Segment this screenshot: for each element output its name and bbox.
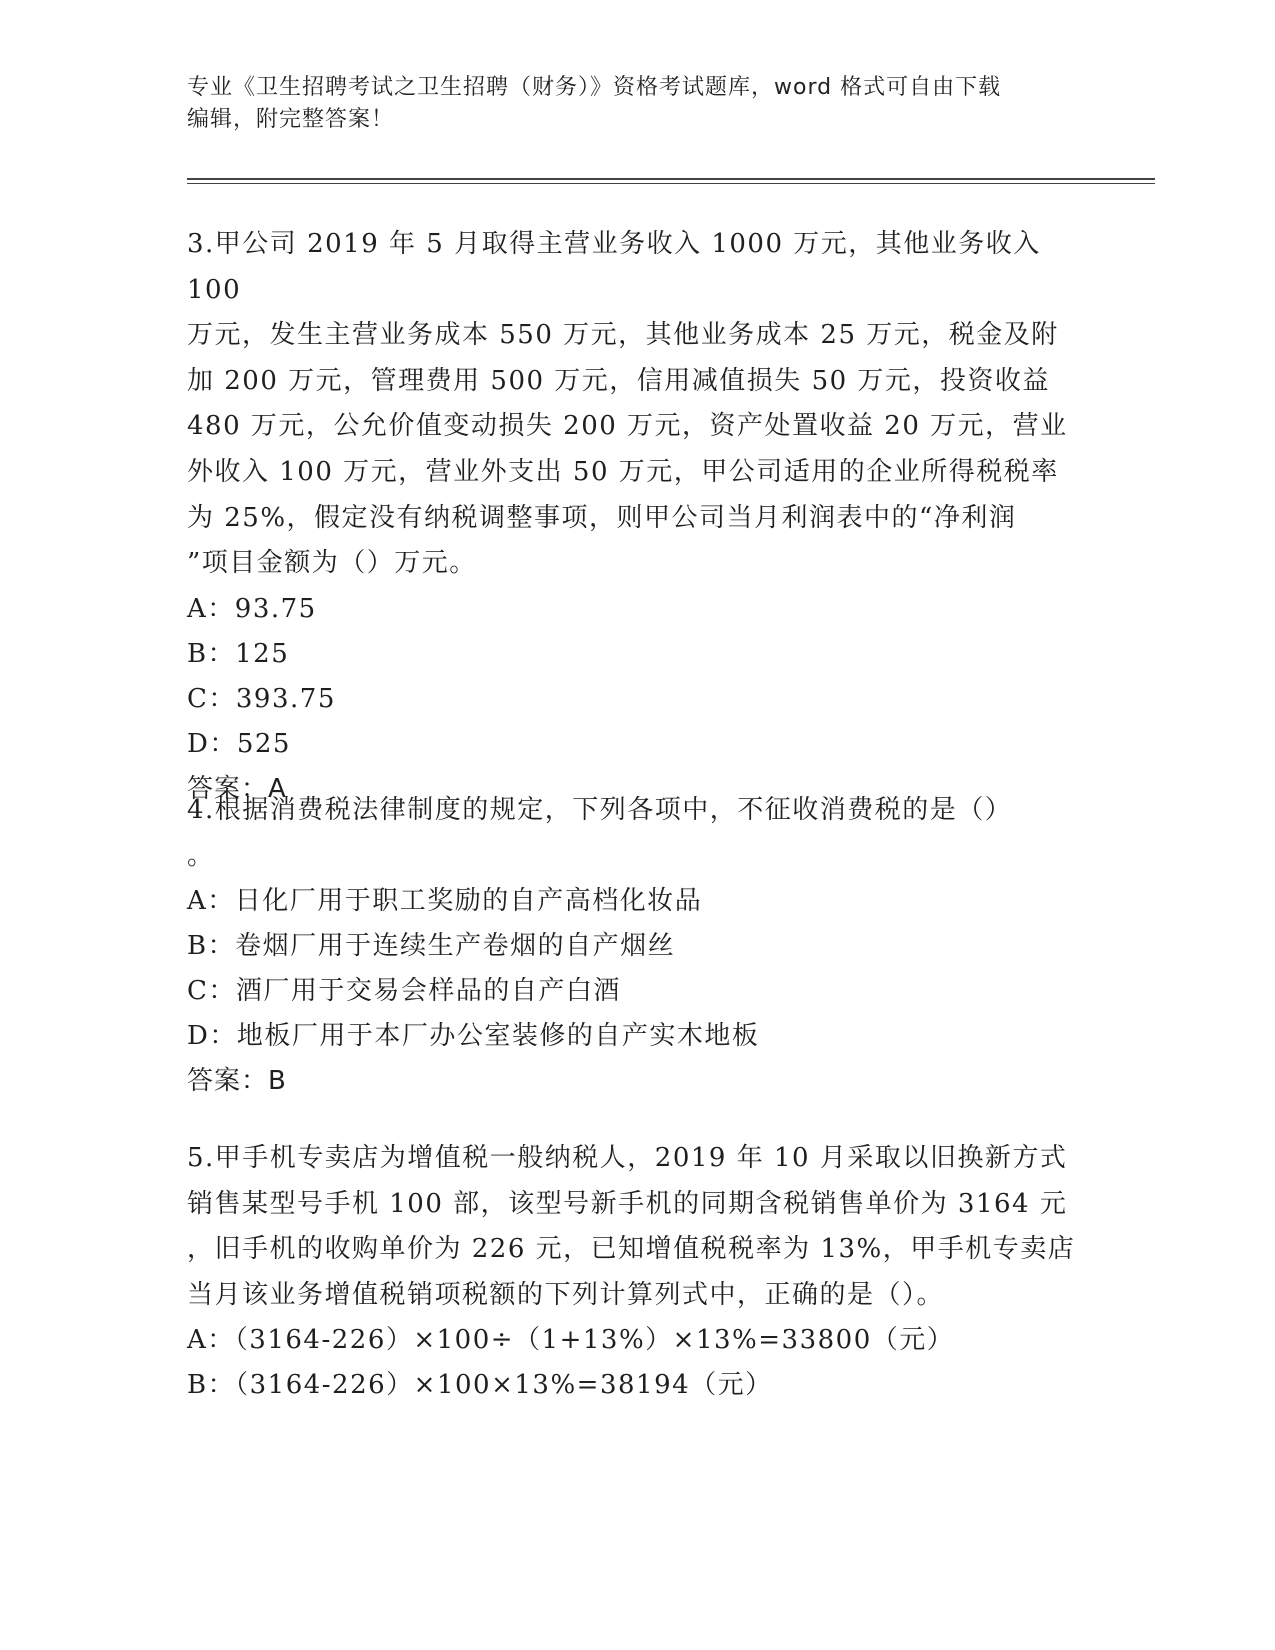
stem-line: 480 万元，公允价值变动损失 200 万元，资产处置收益 20 万元，营业 — [187, 411, 1068, 442]
header-line-1: 专业《卫生招聘考试之卫生招聘（财务）》资格考试题库，word 格式可自由下载 — [187, 75, 1002, 100]
stem-line: 当月该业务增值税销项税额的下列计算列式中，正确的是（）。 — [187, 1279, 945, 1310]
stem-line: ”项目金额为（）万元。 — [187, 548, 477, 579]
question-3 — [187, 222, 1087, 812]
option-a: A：日化厂用于职工奖励的自产高档化妆品 — [187, 886, 703, 917]
option-d: D：525 — [187, 728, 291, 759]
question-stem — [187, 1136, 1087, 1318]
answer-label: 答案：A — [187, 773, 287, 804]
document-header — [187, 72, 1087, 136]
stem-line: 加 200 万元，管理费用 500 万元，信用减值损失 50 万元，投资收益 — [187, 365, 1050, 396]
option-a: A：（3164-226）×100÷（1+13%）×13%=33800（元） — [187, 1325, 955, 1356]
stem-line: 销售某型号手机 100 部，该型号新手机的同期含税销售单价为 3164 元 — [187, 1188, 1068, 1219]
option-b: B：125 — [187, 638, 290, 669]
stem-line: 外收入 100 万元，营业外支出 50 万元，甲公司适用的企业所得税税率 — [187, 456, 1059, 487]
stem-line: 5.甲手机专卖店为增值税一般纳税人，2019 年 10 月采取以旧换新方式 — [187, 1143, 1068, 1173]
stem-line: 4.根据消费税法律制度的规定，下列各项中，不征收消费税的是（） — [187, 795, 1013, 825]
stem-line: 。 — [187, 840, 215, 871]
stem-line: 为 25%，假定没有纳税调整事项，则甲公司当月利润表中的“净利润 — [187, 502, 1017, 533]
option-b: B：卷烟厂用于连续生产卷烟的自产烟丝 — [187, 931, 676, 962]
stem-line: 3.甲公司 2019 年 5 月取得主营业务收入 1000 万元，其他业务收入 100 — [187, 229, 1041, 305]
option-c: C：酒厂用于交易会样品的自产白酒 — [187, 976, 621, 1007]
question-stem — [187, 222, 1087, 587]
question-4 — [187, 788, 1087, 1104]
header-line-2: 编辑，附完整答案！ — [187, 107, 395, 132]
answer-label: 答案：B — [187, 1066, 287, 1097]
header-divider — [187, 178, 1155, 180]
stem-line: ，旧手机的收购单价为 226 元，已知增值税税率为 13%，甲手机专卖店 — [187, 1234, 1076, 1265]
header-divider-thin — [187, 183, 1155, 184]
option-c: C：393.75 — [187, 683, 336, 714]
option-b: B：（3164-226）×100×13%=38194（元） — [187, 1370, 773, 1401]
question-5 — [187, 1136, 1087, 1408]
stem-line: 万元，发生主营业务成本 550 万元，其他业务成本 25 万元，税金及附 — [187, 320, 1059, 351]
option-d: D：地板厂用于本厂办公室装修的自产实木地板 — [187, 1021, 760, 1052]
question-stem — [187, 788, 1087, 879]
option-a: A：93.75 — [187, 593, 317, 624]
